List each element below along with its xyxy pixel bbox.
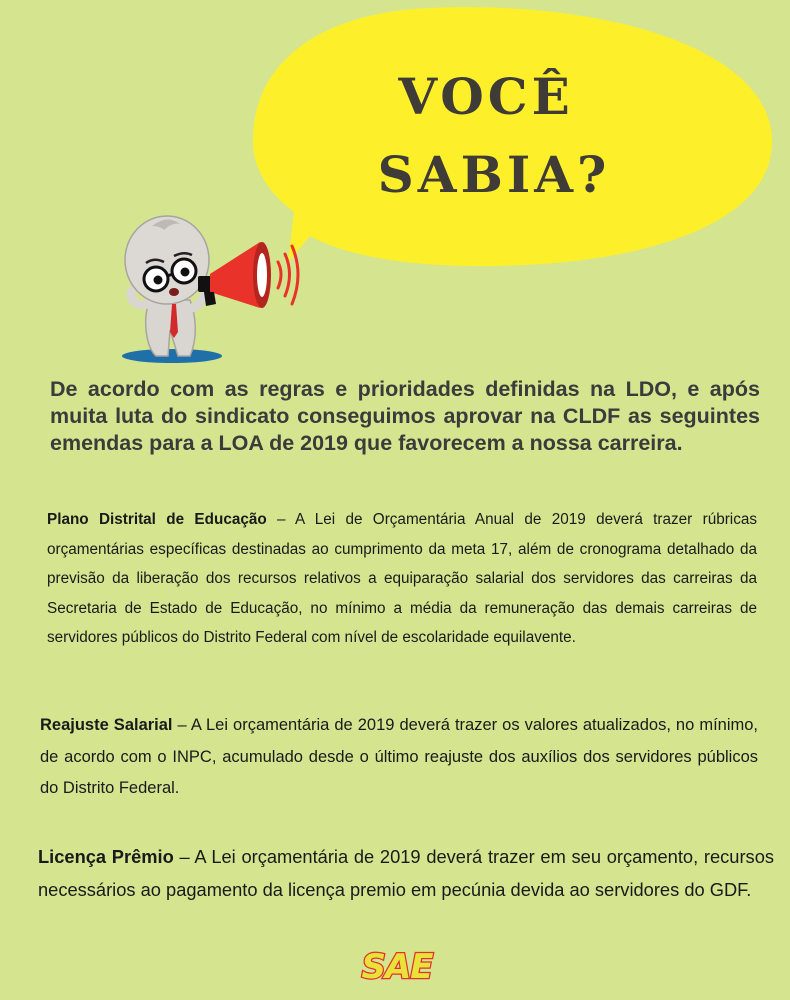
mascot-megaphone-illustration [112,208,312,368]
sound-waves-icon [278,246,298,304]
logo-text: SAE [361,947,433,984]
headline-line-2: SABIA? [377,145,611,204]
section-separator: – [173,846,195,867]
section-title: Licença Prêmio [38,846,174,867]
sae-logo [352,944,442,984]
section-body: A Lei orçamentária de 2019 deverá trazer em seu orçamento, recursos necessários ao pagamento da licença premio em pecúnia devida ao servidores do GDF. [38,846,774,900]
section-title: Plano Distrital de Educação [47,511,267,528]
headline-line-1: VOCÊ [398,67,574,126]
section-body: A Lei de Orçamentária Anual de 2019 deverá trazer rúbricas orçamentárias específicas destinadas ao cumprimento da meta 17, além de cronograma detalhado da previsão da liberação dos recursos relativos a equiparação salarial dos servidores das carreiras da Secretaria de Estado de Educação, no mínimo a média da remuneração das demais carreiras de servidores públicos do Distrito Federal com nível de escolaridade equilavente. [47,511,758,646]
intro-text: De acordo com as regras e prioridades definidas na LDO, e após muita luta do sindicato conseguimos aprovar na CLDF as seguintes emendas para a LOA de 2019 que favorecem a nossa carreira. [50,377,760,455]
mascot-head [125,216,209,304]
section-separator: – [172,716,191,734]
section-body: A Lei orçamentária de 2019 deverá trazer os valores atualizados, no mínimo, de acordo com o INPC, acumulado desde o último reajuste dos auxílios dos servidores públicos do Distrito Federal. [40,716,758,797]
section-separator: – [266,511,296,528]
section-title: Reajuste Salarial [40,716,173,734]
section-licenca-premio [38,840,774,906]
mascot-shadow [122,349,222,363]
section-reajuste-salarial [40,710,758,805]
section-plano-distrital [47,505,757,653]
